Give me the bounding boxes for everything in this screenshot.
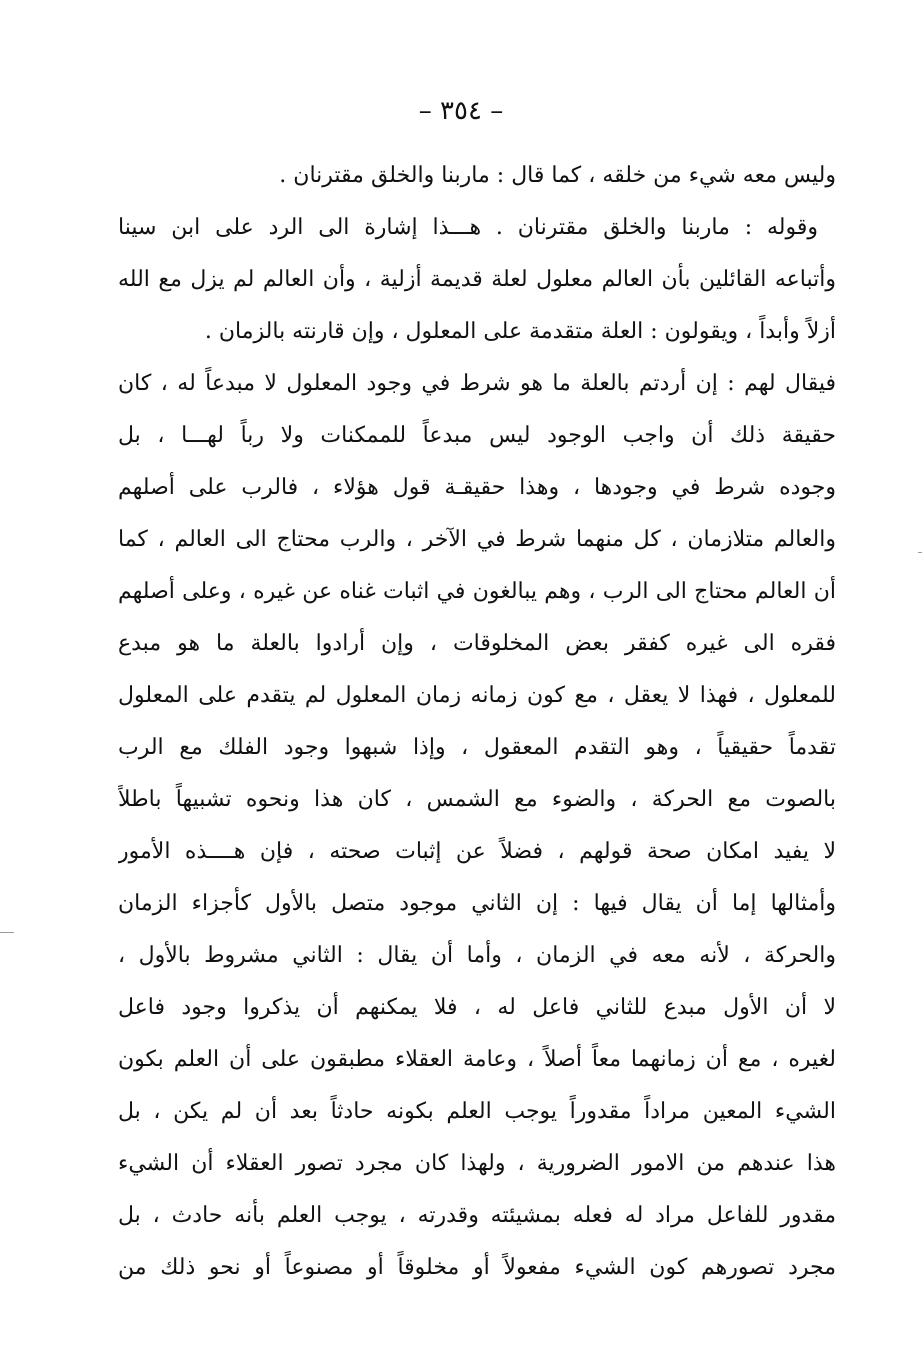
text-line: لا أن الأول مبدع للثاني فاعل له ، فلا يمكنهم أن يذكروا وجود فاعل xyxy=(118,995,836,1020)
scan-margin-mark xyxy=(0,932,14,933)
text-line: وقوله : ماربنا والخلق مقترنان . هـــذا إشارة الى الرد على ابن سينا xyxy=(118,215,818,240)
text-line: أزلاً وأبداً ، ويقولون : العلة متقدمة على المعلول ، وإن قارنته بالزمان . xyxy=(204,319,836,344)
text-line: فقره الى غيره كفقر بعض المخلوقات ، وإن أرادوا بالعلة ما هو مبدع xyxy=(118,631,836,656)
text-line: وأتباعه القائلين بأن العالم معلول لعلة قديمة أزلية ، وأن العالم لم يزل مع الله xyxy=(118,267,836,292)
text-line: بالصوت مع الحركة ، والضوء مع الشمس ، كان هذا ونحوه تشبيهاً باطلاً xyxy=(118,787,836,812)
text-line: والحركة ، لأنه معه في الزمان ، وأما أن يقال : الثاني مشروط بالأول ، xyxy=(118,943,836,968)
text-line: الشيء المعين مراداً مقدوراً يوجب العلم بكونه حادثاً بعد أن لم يكن ، بل xyxy=(118,1099,836,1124)
text-line: للمعلول ، فهذا لا يعقل ، مع كون زمانه زمان المعلول لم يتقدم على المعلول xyxy=(118,683,836,708)
text-line: لغيره ، مع أن زمانهما معاً أصلاً ، وعامة العقلاء مطبقون على أن العلم بكون xyxy=(118,1047,836,1072)
text-line: وليس معه شيء من خلقه ، كما قال : ماربنا والخلق مقترنان . xyxy=(279,163,836,188)
body-text xyxy=(118,150,836,1294)
text-line: والعالم متلازمان ، كل منهما شرط في الآخر ، والرب محتاج الى العالم ، كما xyxy=(118,527,836,552)
text-line: لا يفيد امكان صحة قولهم ، فضلاً عن إثبات صحته ، فإن هــــذه الأمور xyxy=(118,839,836,864)
text-line: مجرد تصورهم كون الشيء مفعولاً أو مخلوقاً أو مصنوعاً أو نحو ذلك من xyxy=(118,1255,836,1280)
text-line: وجوده شرط في وجودها ، وهذا حقيقـة قول هؤلاء ، فالرب على أصلهم xyxy=(118,475,836,500)
page-number: – ٣٥٤ – xyxy=(418,96,504,126)
text-line: حقيقة ذلك أن واجب الوجود ليس مبدعاً للممكنات ولا رباً لهـــا ، بل xyxy=(118,423,836,448)
text-line: فيقال لهم : إن أردتم بالعلة ما هو شرط في وجود المعلول لا مبدعاً له ، كان xyxy=(118,371,836,396)
scan-margin-mark xyxy=(918,552,922,553)
text-line: أن العالم محتاج الى الرب ، وهم يبالغون في اثبات غناه عن غيره ، وعلى أصلهم xyxy=(118,579,836,604)
text-line: تقدماً حقيقياً ، وهو التقدم المعقول ، وإذا شبهوا وجود الفلك مع الرب xyxy=(118,735,836,760)
text-line: وأمثالها إما أن يقال فيها : إن الثاني موجود متصل بالأول كأجزاء الزمان xyxy=(118,891,836,916)
text-line: هذا عندهم من الامور الضرورية ، ولهذا كان مجرد تصور العقلاء أن الشيء xyxy=(118,1151,836,1176)
text-line: مقدور للفاعل مراد له فعله بمشيئته وقدرته ، يوجب العلم بأنه حادث ، بل xyxy=(118,1203,836,1228)
